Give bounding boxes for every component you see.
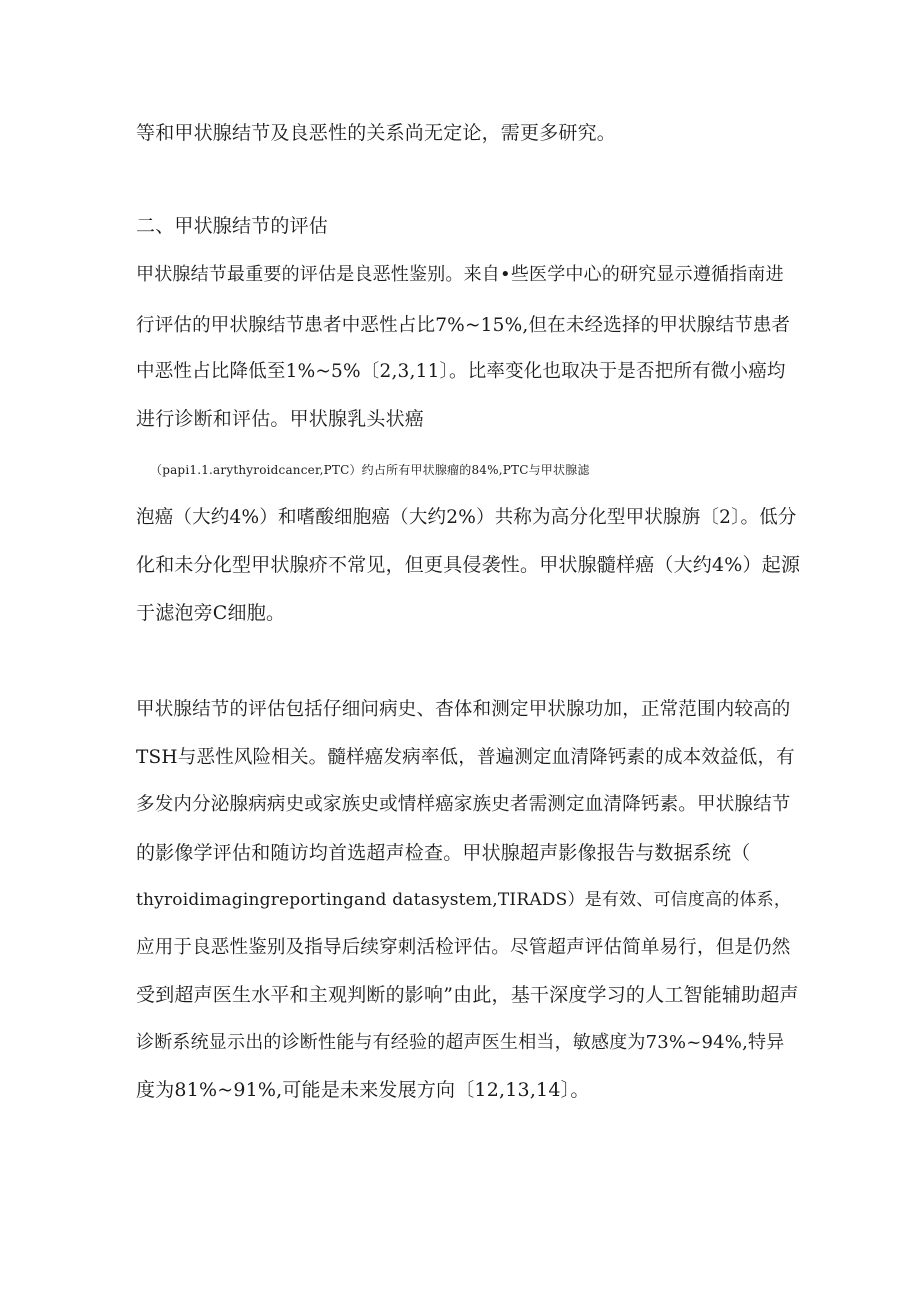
paragraph-line: 等和甲状腺结节及良恶性的关系尚无定论，需更多研究。 bbox=[136, 122, 617, 144]
paragraph-line: （papi1.1.arythyroidcancer,PTC）约占所有甲状腺瘤的84%,PTC与甲状腺滤 bbox=[150, 463, 590, 477]
paragraph-line: 于滤泡旁C细胞。 bbox=[136, 602, 286, 624]
paragraph-line: 诊断系统显示出的诊断性能与有经验的超声医生相当，敏感度为73%~94%,特异 bbox=[136, 1032, 785, 1053]
paragraph-line: 度为81%~91%,可能是未来发展方向〔12,13,14〕。 bbox=[136, 1079, 590, 1101]
paragraph-line: 多发内分泌腺病病史或家族史或情样癌家族史者需测定血清降钙素。甲状腺结节 bbox=[136, 794, 791, 815]
paragraph-line: 化和未分化型甲状腺疥不常见，但更具侵袭性。甲状腺髓样癌（大约4%）起源 bbox=[136, 554, 801, 576]
paragraph-line: 应用于良恶性鉴别及指导后续穿刺活检评估。尽管超声评估简单易行，但是仍然 bbox=[136, 937, 791, 958]
paragraph-line: TSH与恶性风险相关。髓样癌发病率低，普遍测定血清降钙素的成本效益低，有 bbox=[136, 747, 795, 768]
paragraph-line: 进行诊断和评估。甲状腺乳头状癌 bbox=[136, 408, 425, 430]
paragraph-line: thyroidimagingreportingand datasystem,TIRADS）是有效、可信度高的体系， bbox=[136, 890, 792, 910]
paragraph-line: 的影像学评估和随访均首选超声检查。甲状腺超声影像报告与数据系统（ bbox=[136, 842, 751, 864]
paragraph-line: 甲状腺结节最重要的评估是良恶性鉴别。来自•些医学中心的研究显示遵循指南进 bbox=[136, 264, 784, 285]
paragraph-line: 行评估的甲状腺结节患者中恶性占比7%~15%,但在未经选择的甲状腺结节患者 bbox=[136, 315, 791, 336]
section-heading: 二、甲状腺结节的评估 bbox=[136, 215, 329, 237]
paragraph-line: 甲状腺结节的评估包括仔细问病史、杳体和测定甲状腺功加，正常范围内较高的 bbox=[136, 699, 791, 720]
paragraph-line: 中恶性占比降低至1%~5%〔2,3,11〕。比率变化也取决于是否把所有微小癌均 bbox=[136, 361, 786, 382]
paragraph-line: 受到超声医生水平和主观判断的影响”由此，基干深度学习的人工智能辅助超声 bbox=[136, 984, 799, 1006]
paragraph-line: 泡癌（大约4%）和嗜酸细胞癌（大约2%）共称为高分化型甲状腺旃〔2〕。低分 bbox=[136, 507, 797, 528]
